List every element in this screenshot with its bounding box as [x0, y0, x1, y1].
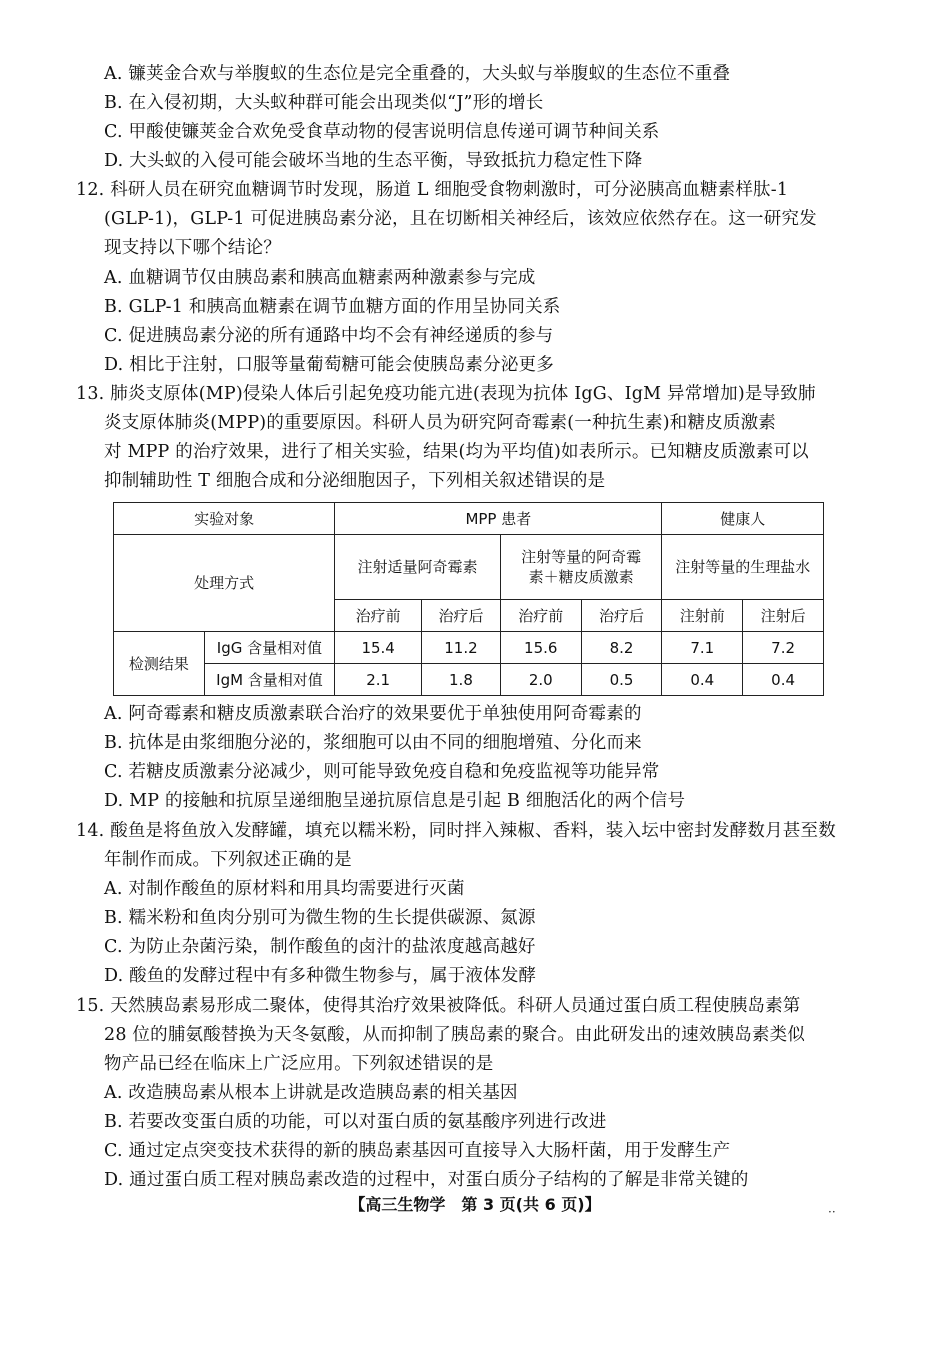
- table-inj-after: 注射后: [743, 600, 824, 632]
- q11-option-a: A. 镰荚金合欢与举腹蚁的生态位是完全重叠的，大头蚁与举腹蚁的生态位不重叠: [104, 64, 731, 84]
- table-row-igm-label: IgM 含量相对值: [204, 664, 335, 696]
- table-treatment-header: 处理方式: [114, 535, 335, 632]
- q12-stem-line-3: 现支持以下哪个结论？: [104, 238, 281, 258]
- table-cell: 0.4: [743, 664, 824, 696]
- q12-option-b: B. GLP-1 和胰高血糖素在调节血糖方面的作用呈协同关系: [104, 297, 561, 317]
- table-after-2: 治疗后: [581, 600, 662, 632]
- table-cell: 8.2: [581, 632, 662, 664]
- q11-option-b: B. 在入侵初期，大头蚁种群可能会出现类似“J”形的增长: [104, 93, 544, 113]
- table-cell: 2.0: [500, 664, 581, 696]
- q13-option-c: C. 若糖皮质激素分泌减少，则可能导致免疫自稳和免疫监视等功能异常: [104, 762, 660, 782]
- q11-option-d: D. 大头蚁的入侵可能会破坏当地的生态平衡，导致抵抗力稳定性下降: [104, 151, 643, 171]
- q15-option-d: D. 通过蛋白质工程对胰岛素改造的过程中，对蛋白质分子结构的了解是非常关键的: [104, 1170, 749, 1190]
- q15-stem-line-3: 物产品已经在临床上广泛应用。下列叙述错误的是: [104, 1054, 494, 1074]
- q12-stem-line-2: (GLP-1)，GLP-1 可促进胰岛素分泌，且在切断相关神经后，该效应依然存在。这一研究发: [104, 209, 817, 229]
- q11-option-c: C. 甲酸使镰荚金合欢免受食草动物的侵害说明信息传递可调节种间关系: [104, 122, 660, 142]
- table-before-1: 治疗前: [335, 600, 422, 632]
- q15-option-a: A. 改造胰岛素从根本上讲就是改造胰岛素的相关基因: [104, 1083, 518, 1103]
- q14-option-c: C. 为防止杂菌污染，制作酸鱼的卤汁的盐浓度越高越好: [104, 937, 536, 957]
- table-cell: 0.4: [662, 664, 743, 696]
- table-group-1: 注射适量阿奇霉素: [335, 535, 501, 600]
- table-before-2: 治疗前: [500, 600, 581, 632]
- q14-option-a: A. 对制作酸鱼的原材料和用具均需要进行灭菌: [104, 879, 465, 899]
- table-healthy-header: 健康人: [662, 503, 824, 535]
- q12-stem-line-1: 12. 科研人员在研究血糖调节时发现，肠道 L 细胞受食物刺激时，可分泌胰高血糖素样肽-1: [76, 180, 789, 200]
- q12-option-d: D. 相比于注射，口服等量葡萄糖可能会使胰岛素分泌更多: [104, 355, 554, 375]
- q15-stem-line-1: 15. 天然胰岛素易形成二聚体，使得其治疗效果被降低。科研人员通过蛋白质工程使胰岛素第: [76, 996, 801, 1016]
- q14-option-d: D. 酸鱼的发酵过程中有多种微生物参与，属于液体发酵: [104, 966, 537, 986]
- q13-stem-line-2: 炎支原体肺炎(MPP)的重要原因。科研人员为研究阿奇霉素(一种抗生素)和糖皮质激素: [104, 413, 776, 433]
- table-cell: 1.8: [422, 664, 501, 696]
- table-subject-header: 实验对象: [114, 503, 335, 535]
- table-result-label: 检测结果: [114, 632, 205, 696]
- q12-option-c: C. 促进胰岛素分泌的所有通路中均不会有神经递质的参与: [104, 326, 554, 346]
- table-row-igg-label: IgG 含量相对值: [204, 632, 335, 664]
- table-group-2-line-2: 素＋糖皮质激素: [528, 568, 634, 586]
- q13-option-a: A. 阿奇霉素和糖皮质激素联合治疗的效果要优于单独使用阿奇霉素的: [104, 704, 642, 724]
- q14-stem-line-1: 14. 酸鱼是将鱼放入发酵罐，填充以糯米粉，同时拌入辣椒、香料，装入坛中密封发酵数月甚至数: [76, 821, 836, 841]
- q14-option-b: B. 糯米粉和鱼肉分别可为微生物的生长提供碳源、氮源: [104, 908, 536, 928]
- q15-stem-line-2: 28 位的脯氨酸替换为天冬氨酸，从而抑制了胰岛素的聚合。由此研发出的速效胰岛素类似: [104, 1025, 806, 1045]
- q13-stem-line-1: 13. 肺炎支原体(MP)侵染人体后引起免疫功能亢进(表现为抗体 IgG、IgM 异常增加)是导致肺: [76, 384, 816, 404]
- q12-option-a: A. 血糖调节仅由胰岛素和胰高血糖素两种激素参与完成: [104, 268, 536, 288]
- q15-option-b: B. 若要改变蛋白质的功能，可以对蛋白质的氨基酸序列进行改进: [104, 1112, 607, 1132]
- table-group-2: [500, 535, 662, 600]
- page-footer: 【高三生物学 第 3 页(共 6 页)】: [349, 1195, 601, 1214]
- table-cell: 15.4: [335, 632, 422, 664]
- table-inj-before: 注射前: [662, 600, 743, 632]
- table-cell: 15.6: [500, 632, 581, 664]
- table-cell: 0.5: [581, 664, 662, 696]
- table-cell: 7.2: [743, 632, 824, 664]
- q15-option-c: C. 通过定点突变技术获得的新的胰岛素基因可直接导入大肠杆菌，用于发酵生产: [104, 1141, 731, 1161]
- table-after-1: 治疗后: [422, 600, 501, 632]
- q13-option-d: D. MP 的接触和抗原呈递细胞呈递抗原信息是引起 B 细胞活化的两个信号: [104, 791, 686, 811]
- corner-mark: ··: [828, 1205, 836, 1219]
- q13-results-table: [113, 502, 824, 696]
- table-group-2-line-1: 注射等量的阿奇霉: [521, 548, 642, 566]
- table-mpp-header: MPP 患者: [335, 503, 662, 535]
- table-group-3: 注射等量的生理盐水: [662, 535, 824, 600]
- table-cell: 7.1: [662, 632, 743, 664]
- table-cell: 11.2: [422, 632, 501, 664]
- table-cell: 2.1: [335, 664, 422, 696]
- q13-option-b: B. 抗体是由浆细胞分泌的，浆细胞可以由不同的细胞增殖、分化而来: [104, 733, 642, 753]
- q13-stem-line-4: 抑制辅助性 T 细胞合成和分泌细胞因子，下列相关叙述错误的是: [104, 471, 606, 491]
- q14-stem-line-2: 年制作而成。下列叙述正确的是: [104, 850, 352, 870]
- q13-stem-line-3: 对 MPP 的治疗效果，进行了相关实验，结果(均为平均值)如表所示。已知糖皮质激素可以: [104, 442, 809, 462]
